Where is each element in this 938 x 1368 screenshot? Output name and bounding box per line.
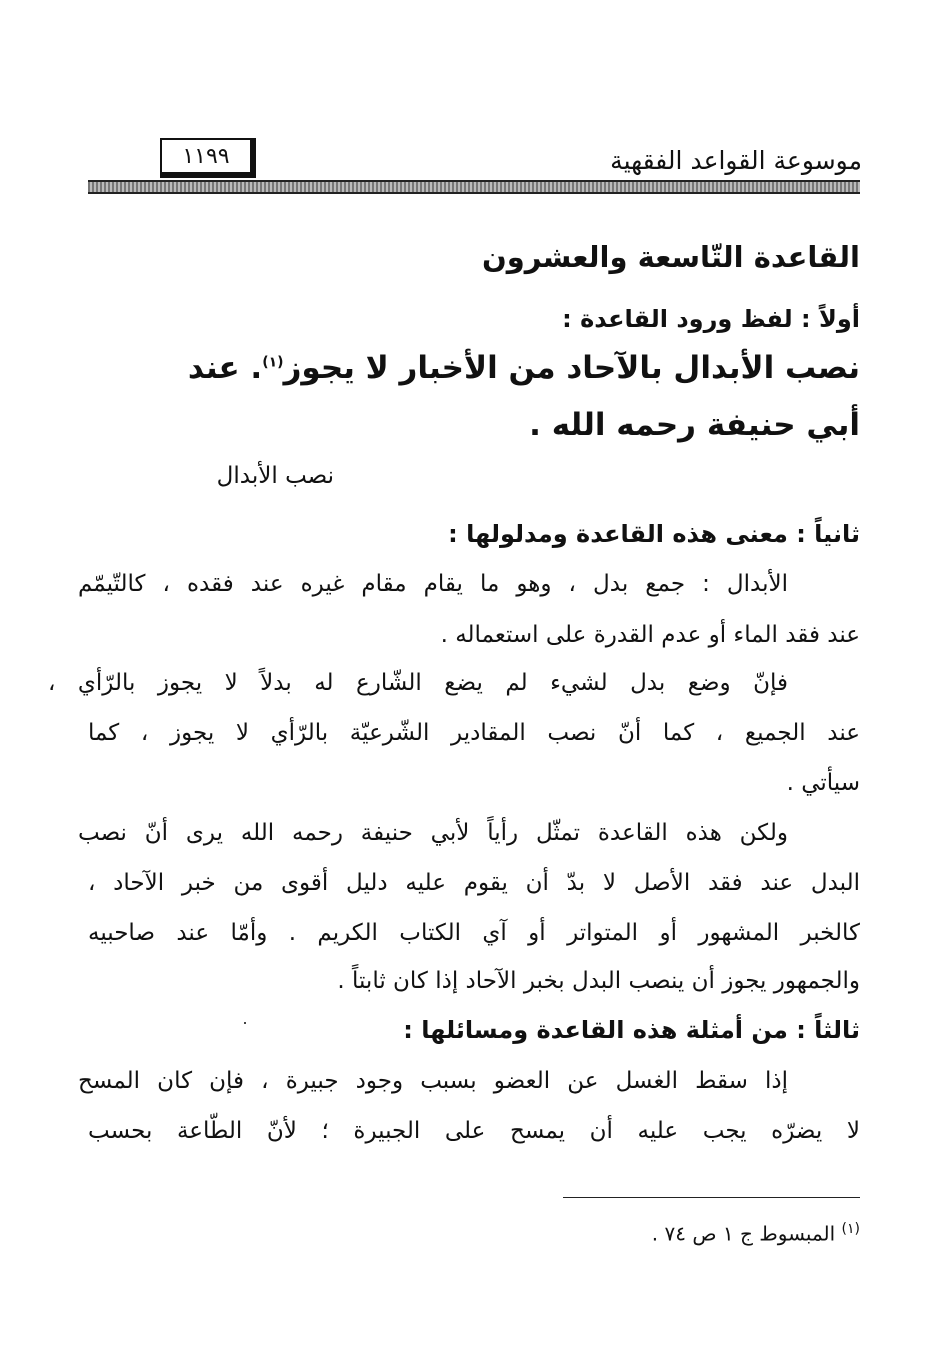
para2-line3: سيأتي . xyxy=(786,770,860,796)
rule-statement-text: نصب الأبدال بالآحاد من الأخبار لا يجوز xyxy=(283,350,860,386)
para2-line2: عند الجميع ، كما أنّ نصب المقادير الشّرعيّة بالرّأي لا يجوز ، كما xyxy=(88,720,860,746)
para3-line1: ولكن هذه القاعدة تمثّل رأياً لأبي حنيفة رحمه الله يرى أنّ نصب xyxy=(78,820,788,846)
rule-statement-line2: أبي حنيفة رحمه الله . xyxy=(529,407,860,443)
para3-line3: كالخبر المشهور أو المتواتر أو آي الكتاب الكريم . وأمّا عند صاحبيه xyxy=(88,920,860,946)
section1-heading: أولاً : لفظ ورود القاعدة : xyxy=(562,305,860,333)
para4-line2: لا يضرّه يجب عليه أن يمسح على الجبيرة ؛ لأنّ الطّاعة بحسب xyxy=(88,1118,860,1144)
para3-line2: البدل عند فقد الأصل لا بدّ أن يقوم عليه دليل أقوى من خبر الآحاد ، xyxy=(88,870,860,896)
footnote-divider xyxy=(563,1197,860,1198)
footnote-number: (١) xyxy=(841,1221,860,1237)
footnote-ref: (١) xyxy=(262,354,284,371)
para1-line1: الأبدال : جمع بدل ، وهو ما يقام مقام غيره عند فقده ، كالتّيمّم xyxy=(78,571,788,597)
para4-line1: إذا سقط الغسل عن العضو بسبب وجود جبيرة ، فإن كان المسح xyxy=(78,1068,788,1094)
subtitle: نصب الأبدال xyxy=(216,463,334,489)
para3-line4: والجمهور يجوز أن ينصب البدل بخبر الآحاد إذا كان ثابتاً . xyxy=(337,968,860,994)
header-divider xyxy=(88,180,860,194)
para1-line2: عند فقد الماء أو عدم القدرة على استعماله . xyxy=(440,622,860,648)
footnote xyxy=(652,1221,860,1246)
rule-title: القاعدة التّاسعة والعشرون xyxy=(481,240,860,274)
page-number-box xyxy=(160,138,256,178)
para2-line1: فإنّ وضع بدل لشيء لم يضع الشّارع له بدلاً لا يجوز بالرّأي ، xyxy=(48,670,788,696)
section2-heading: ثانياً : معنى هذه القاعدة ومدلولها : xyxy=(448,520,860,548)
rule-statement-line1 xyxy=(188,350,860,386)
rule-statement-end: . عند xyxy=(187,350,263,386)
footnote-text: المبسوط ج ١ ص ٧٤ . xyxy=(651,1221,836,1246)
book-title: موسوعة القواعد الفقهية xyxy=(610,146,862,175)
page-number: ١١٩٩ xyxy=(182,143,230,169)
scan-speck xyxy=(244,1022,246,1024)
section3-heading: ثالثاً : من أمثلة هذه القاعدة ومسائلها : xyxy=(403,1016,860,1044)
